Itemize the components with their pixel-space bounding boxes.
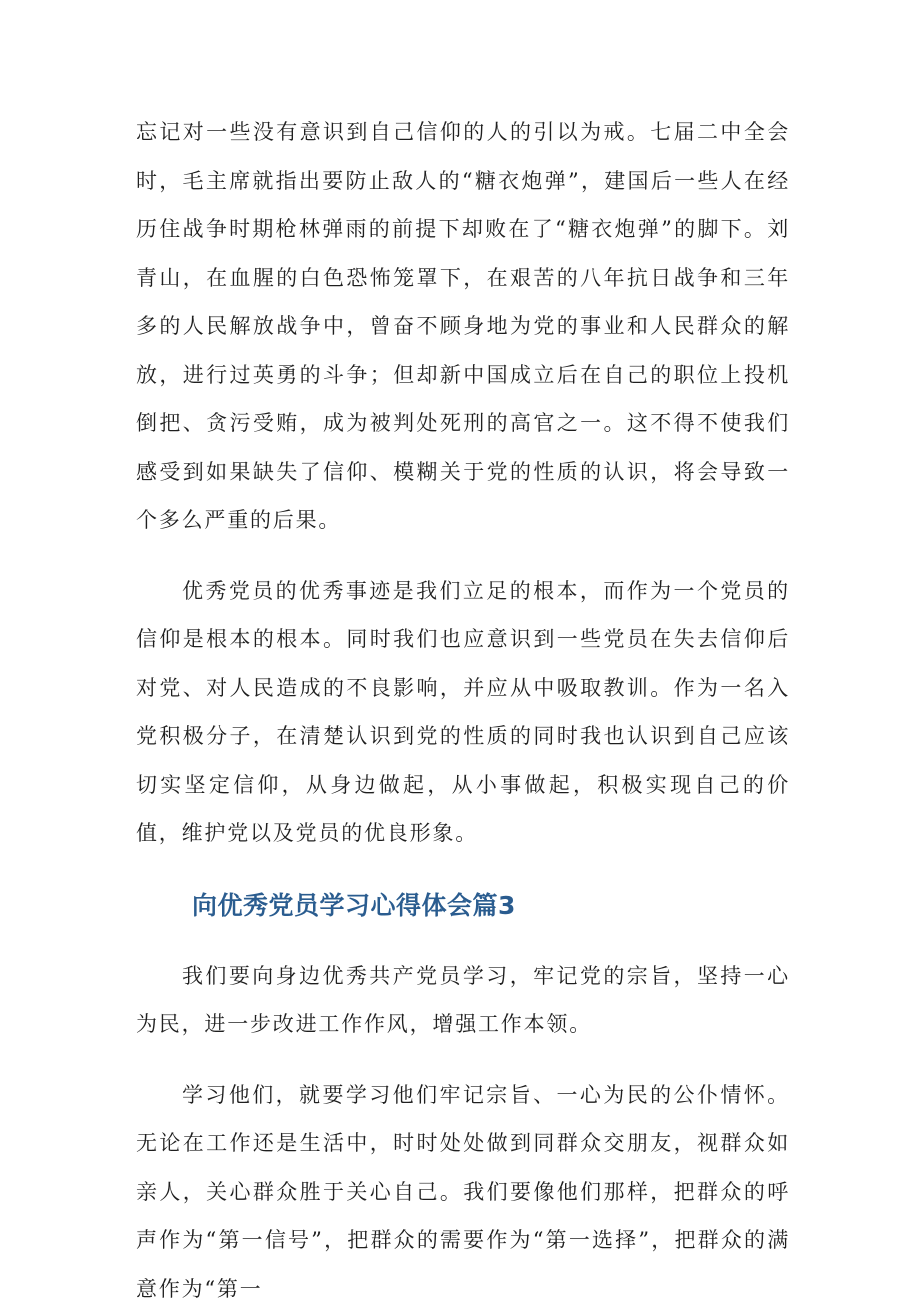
paragraph-1: 忘记对一些没有意识到自己信仰的人的引以为戒。七届二中全会时，毛主席就指出要防止敌人的“糖衣炮弹”，建国后一些人在经历住战争时期枪林弹雨的前提下却败在了“糖衣炮弹”的脚下。刘青山，在血腥的白色恐怖笼罩下，在艰苦的八年抗日战争和三年多的人民解放战争中，曾奋不顾身地为党的事业和人民群众的解放，进行过英勇的斗争；但却新中国成立后在自己的职位上投机倒把、贪污受贿，成为被判处死刑的高官之一。这不得不使我们感受到如果缺失了信仰、模糊关于党的性质的认识，将会导致一个多么严重的后果。 bbox=[136, 108, 790, 545]
paragraph-gap bbox=[136, 1049, 790, 1071]
paragraph-4: 学习他们，就要学习他们牢记宗旨、一心为民的公仆情怀。无论在工作还是生活中，时时处处做到同群众交朋友，视群众如亲人，关心群众胜于关心自己。我们要像他们那样，把群众的呼声作为“第一信号”，把群众的需要作为“第一选择”，把群众的满意作为“第一 bbox=[136, 1071, 790, 1313]
document-body bbox=[136, 108, 790, 1313]
heading-gap-after bbox=[136, 930, 790, 952]
paragraph-3: 我们要向身边优秀共产党员学习，牢记党的宗旨，坚持一心为民，进一步改进工作作风，增强工作本领。 bbox=[136, 952, 790, 1049]
paragraph-gap bbox=[136, 545, 790, 567]
section-heading: 向优秀党员学习心得体会篇3 bbox=[136, 882, 790, 930]
paragraph-2: 优秀党员的优秀事迹是我们立足的根本，而作为一个党员的信仰是根本的根本。同时我们也应意识到一些党员在失去信仰后对党、对人民造成的不良影响，并应从中吸取教训。作为一名入党积极分子，在清楚认识到党的性质的同时我也认识到自己应该切实坚定信仰，从身边做起，从小事做起，积极实现自己的价值，维护党以及党员的优良形象。 bbox=[136, 567, 790, 858]
heading-gap-before bbox=[136, 858, 790, 882]
